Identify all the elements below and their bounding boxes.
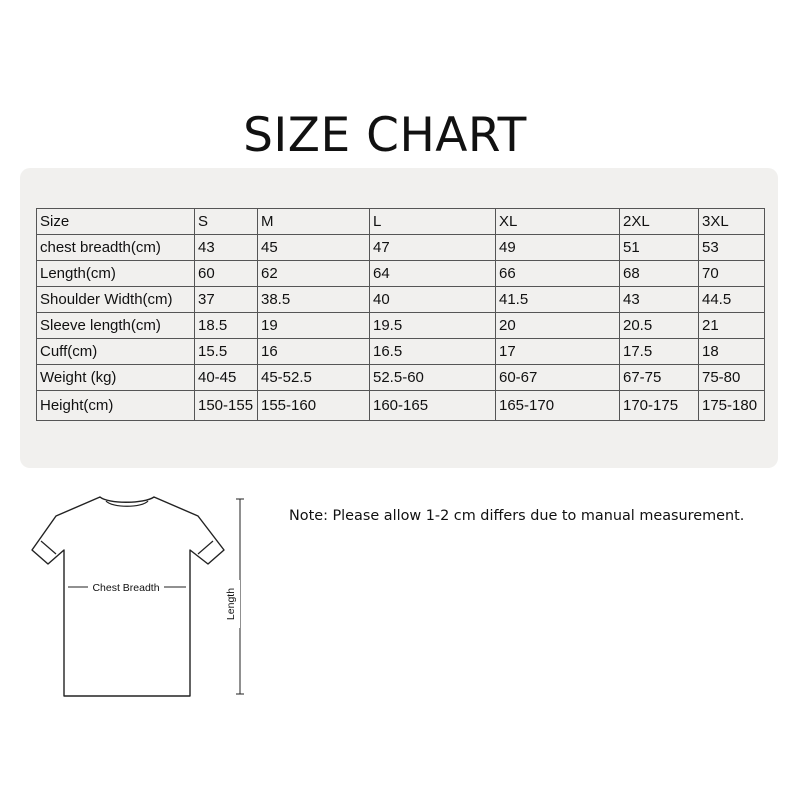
table-cell: Shoulder Width(cm) <box>37 287 195 313</box>
table-cell: 150-155 <box>195 391 258 421</box>
table-row <box>37 261 765 287</box>
table-cell: 67-75 <box>620 365 699 391</box>
table-cell: 47 <box>370 235 496 261</box>
table-cell: 75-80 <box>699 365 765 391</box>
tshirt-diagram <box>20 480 260 710</box>
table-header-cell: S <box>195 209 258 235</box>
table-cell: 17 <box>496 339 620 365</box>
table-cell: Weight (kg) <box>37 365 195 391</box>
table-row <box>37 365 765 391</box>
table-cell: 51 <box>620 235 699 261</box>
table-cell: 41.5 <box>496 287 620 313</box>
table-header-cell: 2XL <box>620 209 699 235</box>
table-cell: 60-67 <box>496 365 620 391</box>
table-cell: 20 <box>496 313 620 339</box>
table-cell: 37 <box>195 287 258 313</box>
table-cell: 45-52.5 <box>258 365 370 391</box>
table-header-cell: XL <box>496 209 620 235</box>
table-cell: 160-165 <box>370 391 496 421</box>
table-cell: 53 <box>699 235 765 261</box>
length-label: Length <box>225 587 237 621</box>
table-cell: 49 <box>496 235 620 261</box>
table-header-cell: L <box>370 209 496 235</box>
table-cell: 16 <box>258 339 370 365</box>
table-cell: 66 <box>496 261 620 287</box>
table-row <box>37 391 765 421</box>
table-cell: 62 <box>258 261 370 287</box>
table-cell: Length(cm) <box>37 261 195 287</box>
table-cell: 19.5 <box>370 313 496 339</box>
table-cell: chest breadth(cm) <box>37 235 195 261</box>
table-cell: 17.5 <box>620 339 699 365</box>
table-cell: Cuff(cm) <box>37 339 195 365</box>
table-cell: 21 <box>699 313 765 339</box>
table-cell: 170-175 <box>620 391 699 421</box>
table-cell: 70 <box>699 261 765 287</box>
table-cell: 16.5 <box>370 339 496 365</box>
table-cell: Sleeve length(cm) <box>37 313 195 339</box>
table-cell: 60 <box>195 261 258 287</box>
table-cell: 18 <box>699 339 765 365</box>
table-cell: 44.5 <box>699 287 765 313</box>
table-cell: 155-160 <box>258 391 370 421</box>
table-cell: 43 <box>620 287 699 313</box>
table-cell: 165-170 <box>496 391 620 421</box>
table-cell: 18.5 <box>195 313 258 339</box>
table-row <box>37 235 765 261</box>
table-header-cell: Size <box>37 209 195 235</box>
table-cell: 38.5 <box>258 287 370 313</box>
table-cell: 175-180 <box>699 391 765 421</box>
table-cell: 15.5 <box>195 339 258 365</box>
table-row <box>37 313 765 339</box>
table-cell: 68 <box>620 261 699 287</box>
table-cell: 20.5 <box>620 313 699 339</box>
table-cell: 52.5-60 <box>370 365 496 391</box>
table-cell: 40-45 <box>195 365 258 391</box>
table-header-row <box>37 209 765 235</box>
table-header-cell: 3XL <box>699 209 765 235</box>
table-cell: 19 <box>258 313 370 339</box>
page-title: SIZE CHART <box>243 108 527 163</box>
table-cell: 45 <box>258 235 370 261</box>
table-cell: Height(cm) <box>37 391 195 421</box>
table-cell: 43 <box>195 235 258 261</box>
chest-breadth-label: Chest Breadth <box>92 582 160 594</box>
table-cell: 64 <box>370 261 496 287</box>
tshirt-outline-icon <box>32 497 224 696</box>
table-row <box>37 339 765 365</box>
table-header-cell: M <box>258 209 370 235</box>
measurement-note: Note: Please allow 1-2 cm differs due to manual measurement. <box>289 508 745 524</box>
size-chart-table <box>36 208 765 421</box>
table-row <box>37 287 765 313</box>
table-cell: 40 <box>370 287 496 313</box>
